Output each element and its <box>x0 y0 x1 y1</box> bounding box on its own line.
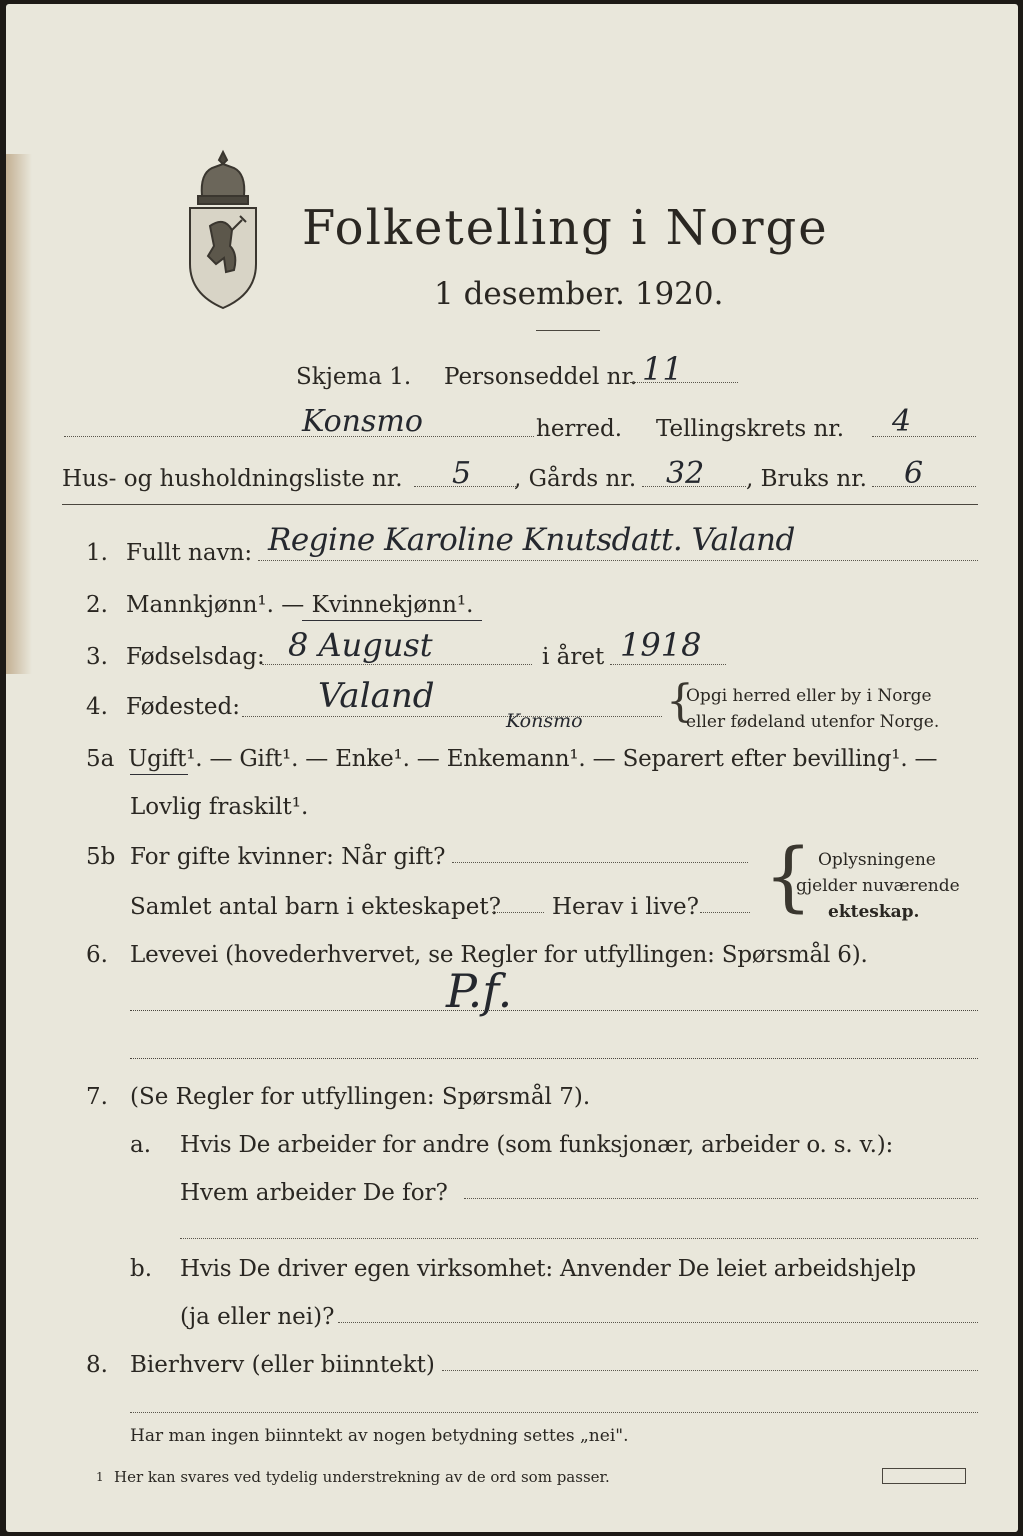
birthplace-note[interactable]: Konsmo <box>506 710 583 732</box>
q7a-line1: Hvis De arbeider for andre (som funksjonær, arbeider o. s. v.): <box>180 1132 894 1158</box>
q1-line <box>258 560 978 561</box>
q4-label: Fødested: <box>126 694 241 720</box>
side-income-line1 <box>442 1370 978 1371</box>
gards-value[interactable]: 32 <box>666 456 705 491</box>
marital-status-options: Ugift¹. — Gift¹. — Enke¹. — Enkemann¹. — Separert efter bevilling¹. — <box>128 746 938 772</box>
tellingskrets-label: Tellingskrets nr. <box>656 416 845 442</box>
children-line <box>492 912 544 913</box>
q7-number: 7. <box>86 1084 108 1110</box>
q5b-note2: gjelder nuværende <box>796 876 960 896</box>
gender-underline <box>302 620 482 621</box>
q5b-note1: Oplysningene <box>818 850 936 870</box>
q4-brace: { <box>666 676 694 727</box>
herred-label: herred. <box>536 416 623 442</box>
bruks-value[interactable]: 6 <box>904 456 924 491</box>
q6-number: 6. <box>86 942 108 968</box>
year-line <box>610 664 726 665</box>
bruks-line <box>872 486 976 487</box>
title-divider <box>536 330 600 331</box>
birthplace-line <box>242 716 662 717</box>
herred-value[interactable]: Konsmo <box>302 404 423 439</box>
form-title: Folketelling i Norge <box>302 200 829 256</box>
alive-line <box>700 912 750 913</box>
q7b-line2: (ja eller nei)? <box>180 1304 335 1330</box>
printer-stamp <box>882 1468 966 1484</box>
q4-help-line1: Opgi herred eller by i Norge <box>686 686 932 706</box>
q1-label: Fullt navn: <box>126 540 253 566</box>
paper-stain <box>6 154 32 674</box>
year-label: i året <box>542 644 605 670</box>
q3-number: 3. <box>86 644 108 670</box>
q5b-note3: ekteskap. <box>828 902 920 922</box>
marital-status-line2: Lovlig fraskilt¹. <box>130 794 309 820</box>
occupation-line1 <box>130 1010 978 1011</box>
q6-text: Levevei (hovederhvervet, se Regler for utfyllingen: Spørsmål 6). <box>130 942 868 968</box>
gards-label: , Gårds nr. <box>514 466 637 492</box>
hus-value[interactable]: 5 <box>452 456 472 491</box>
year-value[interactable]: 1918 <box>620 626 702 664</box>
employer-line2 <box>180 1238 978 1239</box>
full-name-value[interactable]: Regine Karoline Knutsdatt. Valand <box>268 522 795 558</box>
hus-label: Hus- og husholdningsliste nr. <box>62 466 403 492</box>
personseddel-value[interactable]: 11 <box>642 350 683 388</box>
birthplace-value[interactable]: Valand <box>318 676 435 716</box>
header-rule <box>62 504 978 505</box>
hired-help-line <box>338 1322 978 1323</box>
personseddel-label: Personseddel nr. <box>444 364 638 390</box>
q3-label: Fødselsdag: <box>126 644 265 670</box>
q4-help-line2: eller fødeland utenfor Norge. <box>686 712 940 732</box>
q5b-alive: Herav i live? <box>552 894 699 920</box>
q7-text: (Se Regler for utfyllingen: Spørsmål 7). <box>130 1084 591 1110</box>
q5a-number: 5a <box>86 746 115 772</box>
employer-line1 <box>464 1198 978 1199</box>
q8-number: 8. <box>86 1352 108 1378</box>
side-income-line2 <box>130 1412 978 1413</box>
tellingskrets-line <box>872 436 976 437</box>
q7a-letter: a. <box>130 1132 152 1158</box>
birthday-line <box>262 664 532 665</box>
q7b-letter: b. <box>130 1256 153 1282</box>
coat-of-arms-icon <box>180 146 266 311</box>
bruks-label: , Bruks nr. <box>746 466 867 492</box>
q5b-number: 5b <box>86 844 116 870</box>
when-married-line <box>452 862 748 863</box>
q5b-when-married: For gifte kvinner: Når gift? <box>130 844 446 870</box>
side-income-note: Har man ingen biinntekt av nogen betydning settes „nei". <box>130 1426 629 1446</box>
footnote-mark: 1 <box>96 1470 104 1484</box>
q8-text: Bierhverv (eller biinntekt) <box>130 1352 435 1378</box>
census-form <box>6 4 1018 1532</box>
census-date: 1 desember. 1920. <box>434 276 724 312</box>
q1-number: 1. <box>86 540 108 566</box>
marital-underline <box>130 774 188 775</box>
skjema-label: Skjema 1. <box>296 364 412 390</box>
q5b-children: Samlet antal barn i ekteskapet? <box>130 894 501 920</box>
birthday-value[interactable]: 8 August <box>288 626 433 664</box>
q7a-line2: Hvem arbeider De for? <box>180 1180 448 1206</box>
occupation-line2 <box>130 1058 978 1059</box>
tellingskrets-value[interactable]: 4 <box>892 404 912 439</box>
footnote-text: Her kan svares ved tydelig understrekning av de ord som passer. <box>114 1468 610 1486</box>
q4-number: 4. <box>86 694 108 720</box>
q5b-brace: { <box>764 831 813 920</box>
occupation-value[interactable]: P.f. <box>446 964 513 1018</box>
gender-options: Mannkjønn¹. — Kvinnekjønn¹. <box>126 592 474 618</box>
q2-number: 2. <box>86 592 108 618</box>
q7b-line1: Hvis De driver egen virksomhet: Anvender De leiet arbeidshjelp <box>180 1256 916 1282</box>
herred-line <box>64 436 534 437</box>
